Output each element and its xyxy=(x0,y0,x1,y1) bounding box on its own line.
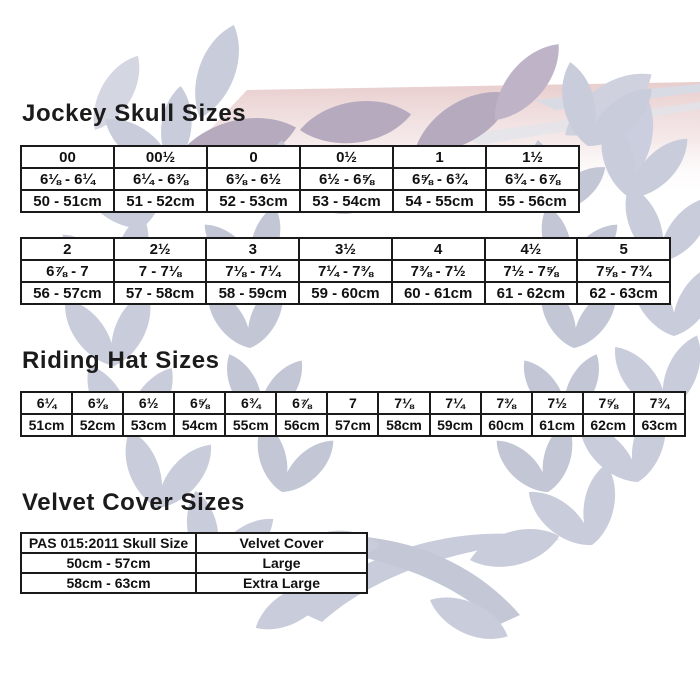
table-cell: 3½ xyxy=(299,238,392,260)
table-cell: 3 xyxy=(206,238,299,260)
table-cell: 51 - 52cm xyxy=(114,190,207,212)
table-cell: 59 - 60cm xyxy=(299,282,392,304)
table-cell: 7½ xyxy=(532,392,583,414)
table-cell: 6⅞ - 7 xyxy=(21,260,114,282)
table-cell: 7¾ xyxy=(634,392,685,414)
table-cell: 7 xyxy=(327,392,378,414)
table-cell: 0½ xyxy=(300,146,393,168)
table-cell: 6¾ xyxy=(225,392,276,414)
table-cell: 53cm xyxy=(123,414,174,436)
table-cell: 56 - 57cm xyxy=(21,282,114,304)
table-cell: 62cm xyxy=(583,414,634,436)
jockey-skull-sizes-table-small xyxy=(20,145,580,213)
table-cell: 55cm xyxy=(225,414,276,436)
table-cell: 7¼ - 7⅜ xyxy=(299,260,392,282)
table-cell: 7⅛ xyxy=(378,392,429,414)
table-cell: 6½ - 6⅝ xyxy=(300,168,393,190)
table-cell: 58cm - 63cm xyxy=(21,573,196,593)
jockey-skull-sizes-title: Jockey Skull Sizes xyxy=(22,100,247,127)
table-cell: 6¼ - 6⅜ xyxy=(114,168,207,190)
table-cell: 4½ xyxy=(485,238,578,260)
table-row xyxy=(21,146,579,168)
table-cell: 00½ xyxy=(114,146,207,168)
table-cell: 7⅝ xyxy=(583,392,634,414)
table-cell: 00 xyxy=(21,146,114,168)
riding-hat-sizes-table xyxy=(20,391,686,437)
table-cell: 53 - 54cm xyxy=(300,190,393,212)
table-cell: 57 - 58cm xyxy=(114,282,207,304)
table-cell: 58cm xyxy=(378,414,429,436)
table-row xyxy=(21,533,367,553)
table-row xyxy=(21,573,367,593)
table-cell: 7¼ xyxy=(430,392,481,414)
jockey-skull-sizes-table-large xyxy=(20,237,671,305)
table-cell: 4 xyxy=(392,238,485,260)
velvet-cover-sizes-title: Velvet Cover Sizes xyxy=(22,489,245,516)
table-cell: 50cm - 57cm xyxy=(21,553,196,573)
table-cell: 61 - 62cm xyxy=(485,282,578,304)
table-row xyxy=(21,282,670,304)
table-cell: 1½ xyxy=(486,146,579,168)
table-cell: 58 - 59cm xyxy=(206,282,299,304)
table-cell: 55 - 56cm xyxy=(486,190,579,212)
table-cell: 62 - 63cm xyxy=(577,282,670,304)
table-cell: 6¼ xyxy=(21,392,72,414)
table-cell: 6⅛ - 6¼ xyxy=(21,168,114,190)
table-cell: 54cm xyxy=(174,414,225,436)
table-cell: PAS 015:2011 Skull Size xyxy=(21,533,196,553)
table-cell: 60 - 61cm xyxy=(392,282,485,304)
table-cell: 5 xyxy=(577,238,670,260)
table-cell: 50 - 51cm xyxy=(21,190,114,212)
table-cell: 63cm xyxy=(634,414,685,436)
table-cell: 6½ xyxy=(123,392,174,414)
table-cell: 6⅜ - 6½ xyxy=(207,168,300,190)
table-cell: 7⅛ - 7¼ xyxy=(206,260,299,282)
table-row xyxy=(21,190,579,212)
table-cell: 60cm xyxy=(481,414,532,436)
table-cell: 59cm xyxy=(430,414,481,436)
riding-hat-sizes-title: Riding Hat Sizes xyxy=(22,347,220,374)
table-cell: 2½ xyxy=(114,238,207,260)
velvet-cover-sizes-table xyxy=(20,532,368,594)
table-cell: 1 xyxy=(393,146,486,168)
table-cell: 6¾ - 6⅞ xyxy=(486,168,579,190)
table-cell: 54 - 55cm xyxy=(393,190,486,212)
table-row xyxy=(21,553,367,573)
table-cell: Velvet Cover xyxy=(196,533,367,553)
table-cell: 7½ - 7⅝ xyxy=(485,260,578,282)
table-row xyxy=(21,392,685,414)
table-cell: 51cm xyxy=(21,414,72,436)
table-cell: 2 xyxy=(21,238,114,260)
table-cell: 56cm xyxy=(276,414,327,436)
table-cell: 0 xyxy=(207,146,300,168)
table-cell: 6⅜ xyxy=(72,392,123,414)
table-cell: Large xyxy=(196,553,367,573)
table-cell: 6⅝ xyxy=(174,392,225,414)
table-row xyxy=(21,238,670,260)
table-row xyxy=(21,168,579,190)
table-row xyxy=(21,414,685,436)
table-cell: 7⅜ xyxy=(481,392,532,414)
table-cell: 6⅞ xyxy=(276,392,327,414)
table-row xyxy=(21,260,670,282)
table-cell: 57cm xyxy=(327,414,378,436)
table-cell: Extra Large xyxy=(196,573,367,593)
table-cell: 52 - 53cm xyxy=(207,190,300,212)
table-cell: 7 - 7⅛ xyxy=(114,260,207,282)
table-cell: 7⅜ - 7½ xyxy=(392,260,485,282)
table-cell: 6⅝ - 6¾ xyxy=(393,168,486,190)
table-cell: 52cm xyxy=(72,414,123,436)
table-cell: 61cm xyxy=(532,414,583,436)
table-cell: 7⅝ - 7¾ xyxy=(577,260,670,282)
